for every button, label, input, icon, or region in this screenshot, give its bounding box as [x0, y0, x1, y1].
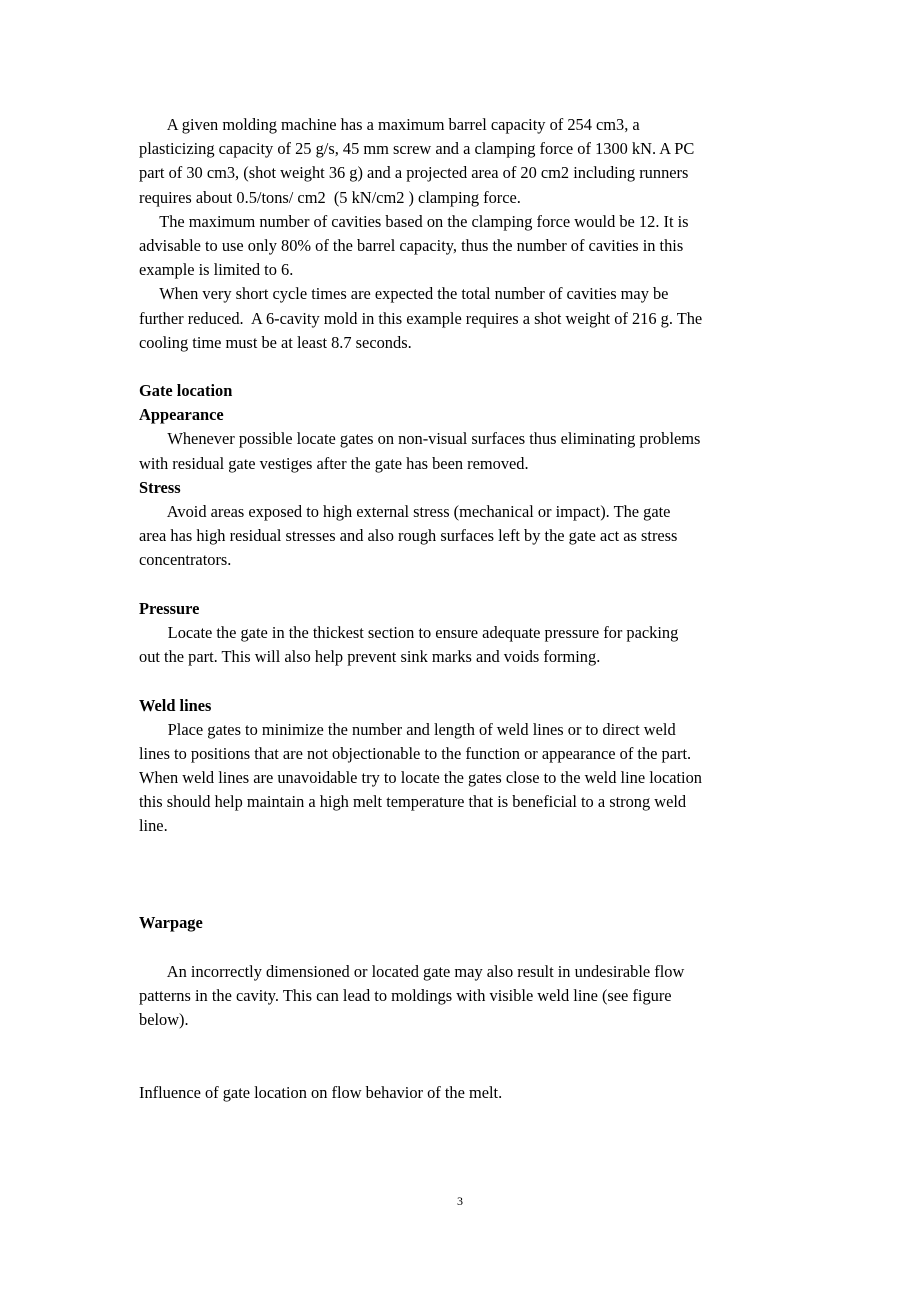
heading-gate-location: Gate location	[139, 381, 233, 401]
section-appearance-text	[139, 427, 789, 475]
text-line: part of 30 cm3, (shot weight 36 g) and a projected area of 20 cm2 including runners	[139, 163, 689, 183]
text-line: below).	[139, 1009, 189, 1029]
text-line: When weld lines are unavoidable try to locate the gates close to the weld line location	[139, 768, 703, 788]
text-line: Avoid areas exposed to high external stress (mechanical or impact). The gate	[139, 502, 671, 521]
heading-warpage: Warpage	[139, 913, 203, 933]
text-line: When very short cycle times are expected the total number of cavities may be	[139, 284, 669, 304]
section-warpage-text	[139, 960, 789, 1033]
figure-caption: Influence of gate location on flow behavior of the melt.	[139, 1082, 503, 1102]
text-line: patterns in the cavity. This can lead to moldings with visible weld line (see figure	[139, 985, 672, 1005]
text-line: Whenever possible locate gates on non-visual surfaces thus eliminating problems	[139, 429, 701, 449]
text-line: example is limited to 6.	[139, 260, 294, 280]
blank-line	[139, 355, 789, 379]
text-line: this should help maintain a high melt temperature that is beneficial to a strong weld	[139, 792, 687, 812]
blank-line	[139, 669, 789, 693]
blank-space	[139, 1032, 789, 1080]
heading-appearance: Appearance	[139, 405, 224, 425]
text-line: with residual gate vestiges after the gate has been removed.	[139, 453, 529, 473]
text-line: further reduced. A 6-cavity mold in this example requires a shot weight of 216 g. The	[139, 308, 703, 328]
paragraph-barrel-capacity	[139, 113, 789, 210]
text-line: out the part. This will also help prevent sink marks and voids forming.	[139, 647, 601, 667]
text-line: An incorrectly dimensioned or located gate may also result in undesirable flow	[139, 961, 685, 981]
blank-line	[139, 573, 789, 597]
text-line: cooling time must be at least 8.7 seconds.	[139, 332, 412, 352]
heading-pressure: Pressure	[139, 598, 200, 618]
text-line: lines to positions that are not objectionable to the function or appearance of the part.	[139, 743, 692, 763]
paragraph-cavities	[139, 210, 789, 283]
paragraph-cycle-times	[139, 282, 789, 355]
text-line: The maximum number of cavities based on the clamping force would be 12. It is	[139, 211, 689, 231]
section-weld-lines-text	[139, 718, 789, 839]
page-body	[139, 113, 789, 1105]
section-pressure-text	[139, 621, 789, 669]
text-line: area has high residual stresses and also rough surfaces left by the gate act as stress	[139, 526, 678, 546]
page-number: 3	[457, 1194, 463, 1208]
blank-space	[139, 839, 789, 912]
text-line: plasticizing capacity of 25 g/s, 45 mm screw and a clamping force of 1300 kN. A PC	[139, 139, 695, 159]
text-line: concentrators.	[139, 550, 232, 570]
text-line: Place gates to minimize the number and length of weld lines or to direct weld	[139, 719, 676, 739]
text-line: A given molding machine has a maximum barrel capacity of 254 cm3, a	[139, 115, 640, 134]
text-line: line.	[139, 816, 168, 836]
text-line: advisable to use only 80% of the barrel capacity, thus the number of cavities in this	[139, 235, 684, 255]
blank-line	[139, 935, 789, 959]
text-line: requires about 0.5/tons/ cm2 (5 kN/cm2 ) clamping force.	[139, 187, 521, 207]
text-line: Locate the gate in the thickest section to ensure adequate pressure for packing	[139, 622, 679, 642]
section-stress-text	[139, 500, 789, 573]
heading-stress: Stress	[139, 477, 181, 497]
heading-weld-lines: Weld lines	[139, 695, 212, 715]
